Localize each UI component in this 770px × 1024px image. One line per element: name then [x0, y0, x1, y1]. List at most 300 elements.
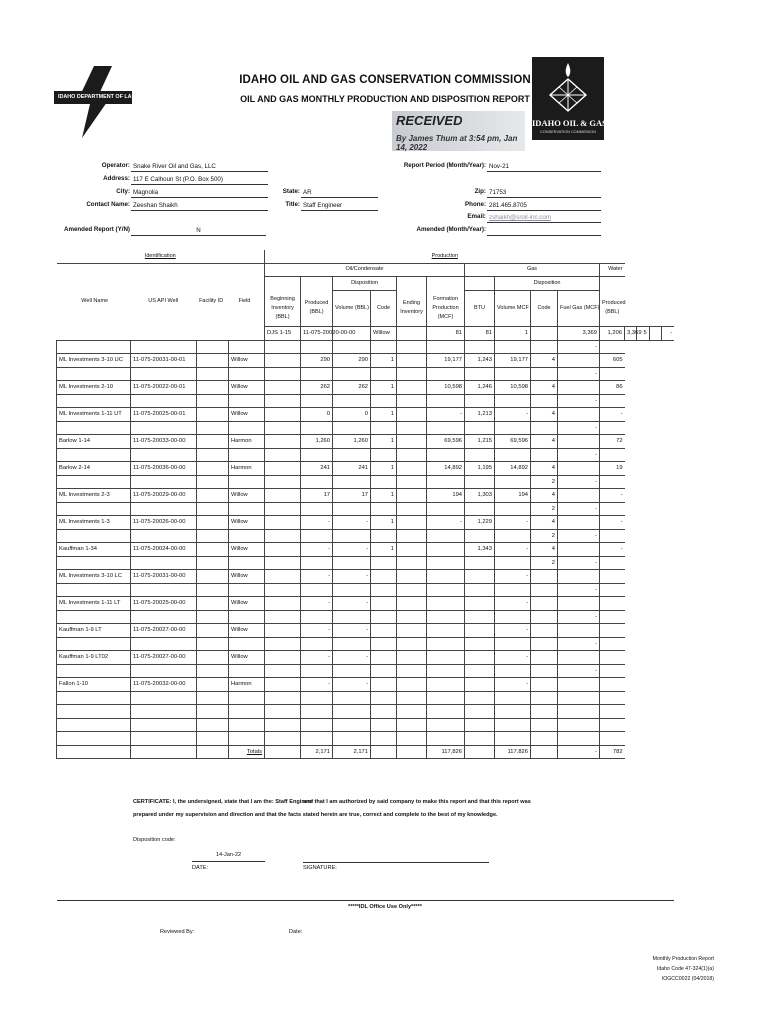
subcell-btu[interactable]	[465, 421, 495, 435]
subcell-btu[interactable]	[465, 637, 495, 651]
blank-cell[interactable]	[427, 718, 465, 732]
cell-beg[interactable]	[265, 543, 301, 557]
subcell-gas-code[interactable]: 2	[531, 556, 558, 570]
subcell-end[interactable]	[397, 448, 427, 462]
subcell-oil-vol[interactable]	[333, 502, 371, 516]
cell-beg[interactable]	[265, 489, 301, 503]
subcell-oil-vol[interactable]	[333, 664, 371, 678]
subcell-gas-vol[interactable]	[495, 664, 531, 678]
subcell-fuel[interactable]: -	[558, 502, 600, 516]
cell-oil-code[interactable]	[371, 624, 397, 638]
cell-api[interactable]: 11-075-20020-00-00	[301, 327, 333, 341]
subcell-gas-vol[interactable]	[495, 340, 531, 354]
subcell-name[interactable]	[57, 367, 131, 381]
subcell-end[interactable]	[397, 583, 427, 597]
cell-btu[interactable]: 1,195	[465, 462, 495, 476]
cell-btu[interactable]: 1,229	[465, 516, 495, 530]
subcell-fuel[interactable]: -	[558, 637, 600, 651]
cell-formation[interactable]	[427, 570, 465, 584]
cell-gas-code[interactable]: 4	[531, 462, 558, 476]
subcell-api[interactable]	[131, 610, 197, 624]
subcell-gas-code[interactable]	[531, 691, 558, 705]
cell-oil-prod[interactable]: -	[301, 543, 333, 557]
cell-gas-vol[interactable]: -	[495, 543, 531, 557]
subcell-name[interactable]	[57, 691, 131, 705]
subcell-fuel[interactable]: -	[558, 394, 600, 408]
subcell-beg[interactable]	[265, 502, 301, 516]
cell-fuel[interactable]	[558, 570, 600, 584]
subcell-name[interactable]	[57, 421, 131, 435]
subcell-beg[interactable]	[265, 691, 301, 705]
subcell-water[interactable]	[600, 475, 625, 489]
subcell-gas-vol[interactable]	[495, 691, 531, 705]
subcell-api[interactable]	[131, 340, 197, 354]
blank-cell[interactable]	[57, 732, 131, 746]
subcell-name[interactable]	[57, 529, 131, 543]
cell-beg[interactable]	[265, 408, 301, 422]
cell-end[interactable]	[397, 354, 427, 368]
cell-oil-code[interactable]: 1	[371, 354, 397, 368]
subcell-formation[interactable]	[427, 664, 465, 678]
cell-gas-vol[interactable]: -	[495, 624, 531, 638]
subcell-btu[interactable]	[465, 448, 495, 462]
subcell-beg[interactable]	[265, 394, 301, 408]
cell-oil-code[interactable]: 1	[371, 408, 397, 422]
contact-field[interactable]: Zeeshan Shaikh	[131, 201, 268, 211]
cell-oil-vol[interactable]: 17	[333, 489, 371, 503]
blank-cell[interactable]	[131, 705, 197, 719]
cell-name[interactable]: Kauffman 1-9 LT02	[57, 651, 131, 665]
blank-cell[interactable]	[229, 732, 265, 746]
cell-fuel[interactable]	[558, 381, 600, 395]
subcell-gas-vol[interactable]	[495, 583, 531, 597]
cell-fac[interactable]	[197, 651, 229, 665]
subcell-fac[interactable]	[197, 610, 229, 624]
cell-api[interactable]: 11-075-20022-00-01	[131, 381, 197, 395]
subcell-api[interactable]	[131, 529, 197, 543]
subcell-gas-vol[interactable]	[495, 448, 531, 462]
blank-cell[interactable]	[427, 705, 465, 719]
subcell-formation[interactable]	[427, 610, 465, 624]
cell-gas-code[interactable]: 5	[637, 327, 649, 341]
subcell-oil-prod[interactable]	[301, 394, 333, 408]
cell-water[interactable]: -	[600, 408, 625, 422]
blank-cell[interactable]	[265, 705, 301, 719]
blank-cell[interactable]	[197, 732, 229, 746]
subcell-fuel[interactable]: -	[558, 340, 600, 354]
cell-beg[interactable]	[265, 651, 301, 665]
cell-water[interactable]: 86	[600, 381, 625, 395]
subcell-oil-code[interactable]	[371, 529, 397, 543]
cell-formation[interactable]: 69,596	[427, 435, 465, 449]
subcell-gas-vol[interactable]	[495, 367, 531, 381]
subcell-end[interactable]	[397, 664, 427, 678]
cell-api[interactable]: 11-075-20031-00-01	[131, 354, 197, 368]
subcell-gas-code[interactable]	[531, 664, 558, 678]
cell-fuel[interactable]	[558, 597, 600, 611]
cell-name[interactable]: DJS 1-15	[265, 327, 301, 341]
cell-oil-code[interactable]: 1	[495, 327, 531, 341]
cell-gas-code[interactable]	[531, 651, 558, 665]
cell-api[interactable]: 11-075-20032-00-00	[131, 678, 197, 692]
cell-api[interactable]: 11-075-20025-00-00	[131, 597, 197, 611]
cell-btu[interactable]	[465, 597, 495, 611]
subcell-beg[interactable]	[265, 367, 301, 381]
operator-field[interactable]: Snake River Oil and Gas, LLC	[131, 162, 268, 172]
cell-name[interactable]: Barlow 1-14	[57, 435, 131, 449]
cell-fuel[interactable]	[558, 462, 600, 476]
subcell-field[interactable]	[229, 448, 265, 462]
blank-cell[interactable]	[333, 718, 371, 732]
subcell-field[interactable]	[229, 610, 265, 624]
subcell-oil-prod[interactable]	[301, 502, 333, 516]
cell-oil-prod[interactable]: 0	[301, 408, 333, 422]
subcell-oil-vol[interactable]	[333, 691, 371, 705]
cell-gas-vol[interactable]: -	[495, 408, 531, 422]
cell-api[interactable]: 11-075-20024-00-00	[131, 543, 197, 557]
subcell-end[interactable]	[397, 340, 427, 354]
cell-oil-code[interactable]: 1	[371, 435, 397, 449]
cell-beg[interactable]	[265, 354, 301, 368]
cell-btu[interactable]: 1,213	[465, 408, 495, 422]
cell-water[interactable]: -	[600, 516, 625, 530]
cell-btu[interactable]: 1,243	[465, 354, 495, 368]
subcell-oil-code[interactable]	[371, 637, 397, 651]
amended-report-field[interactable]: N	[131, 226, 266, 236]
subcell-gas-code[interactable]: 2	[531, 475, 558, 489]
cell-oil-prod[interactable]: 262	[301, 381, 333, 395]
subcell-formation[interactable]	[427, 583, 465, 597]
cell-oil-code[interactable]: 1	[371, 543, 397, 557]
subcell-field[interactable]	[229, 421, 265, 435]
cell-oil-code[interactable]: 1	[371, 489, 397, 503]
blank-cell[interactable]	[229, 718, 265, 732]
subcell-water[interactable]	[600, 610, 625, 624]
subcell-formation[interactable]	[427, 529, 465, 543]
cell-fuel[interactable]	[558, 435, 600, 449]
subcell-fac[interactable]	[197, 421, 229, 435]
cell-name[interactable]: ML Investments 1-11 LT	[57, 597, 131, 611]
cell-end[interactable]	[397, 597, 427, 611]
cell-gas-code[interactable]	[531, 597, 558, 611]
cell-gas-vol[interactable]: -	[495, 570, 531, 584]
cell-fac[interactable]	[197, 489, 229, 503]
subcell-water[interactable]	[600, 691, 625, 705]
subcell-oil-code[interactable]	[371, 691, 397, 705]
subcell-fuel[interactable]: -	[558, 583, 600, 597]
subcell-gas-code[interactable]	[531, 583, 558, 597]
blank-cell[interactable]	[371, 732, 397, 746]
subcell-end[interactable]	[397, 556, 427, 570]
cell-gas-vol[interactable]: 69,596	[495, 435, 531, 449]
subcell-fac[interactable]	[197, 664, 229, 678]
cell-end[interactable]	[531, 327, 558, 341]
blank-cell[interactable]	[427, 732, 465, 746]
subcell-end[interactable]	[397, 637, 427, 651]
cell-gas-code[interactable]	[531, 624, 558, 638]
subcell-api[interactable]	[131, 556, 197, 570]
cell-name[interactable]: ML Investments 2-10	[57, 381, 131, 395]
zip-field[interactable]: 71753	[487, 188, 601, 198]
subcell-oil-prod[interactable]	[301, 556, 333, 570]
cell-gas-code[interactable]: 4	[531, 543, 558, 557]
subcell-oil-prod[interactable]	[301, 664, 333, 678]
cell-btu[interactable]: 1,206	[600, 327, 625, 341]
cell-gas-code[interactable]: 4	[531, 435, 558, 449]
cell-water[interactable]	[600, 624, 625, 638]
cell-end[interactable]	[397, 624, 427, 638]
cell-name[interactable]: ML Investments 2-3	[57, 489, 131, 503]
cell-oil-vol[interactable]: 81	[465, 327, 495, 341]
cell-name[interactable]: Barlow 2-14	[57, 462, 131, 476]
subcell-oil-prod[interactable]	[301, 475, 333, 489]
subcell-api[interactable]	[131, 664, 197, 678]
subcell-formation[interactable]	[427, 394, 465, 408]
subcell-beg[interactable]	[265, 610, 301, 624]
cell-api[interactable]: 11-075-20033-00-00	[131, 435, 197, 449]
subcell-field[interactable]	[229, 367, 265, 381]
cell-oil-prod[interactable]: 241	[301, 462, 333, 476]
cell-gas-vol[interactable]: 194	[495, 489, 531, 503]
state-field[interactable]: AR	[301, 188, 378, 198]
subcell-oil-prod[interactable]	[301, 421, 333, 435]
blank-cell[interactable]	[465, 732, 495, 746]
subcell-api[interactable]	[131, 421, 197, 435]
cell-field[interactable]: Harmon	[229, 678, 265, 692]
cell-oil-vol[interactable]: 290	[333, 354, 371, 368]
cell-oil-vol[interactable]: -	[333, 570, 371, 584]
subcell-api[interactable]	[131, 475, 197, 489]
subcell-gas-code[interactable]	[531, 367, 558, 381]
subcell-end[interactable]	[397, 394, 427, 408]
subcell-field[interactable]	[229, 529, 265, 543]
subcell-name[interactable]	[57, 475, 131, 489]
subcell-fac[interactable]	[197, 637, 229, 651]
subcell-fac[interactable]	[197, 448, 229, 462]
subcell-btu[interactable]	[465, 367, 495, 381]
subcell-fac[interactable]	[197, 583, 229, 597]
subcell-name[interactable]	[57, 340, 131, 354]
cell-field[interactable]: Willow	[229, 354, 265, 368]
cell-oil-vol[interactable]: 262	[333, 381, 371, 395]
subcell-gas-code[interactable]	[531, 637, 558, 651]
cell-oil-vol[interactable]: -	[333, 678, 371, 692]
blank-cell[interactable]	[333, 705, 371, 719]
subcell-oil-prod[interactable]	[301, 637, 333, 651]
cell-name[interactable]: ML Investments 3-10 UC	[57, 354, 131, 368]
cell-gas-vol[interactable]: 19,177	[495, 354, 531, 368]
subcell-oil-code[interactable]	[371, 367, 397, 381]
cell-formation[interactable]	[427, 543, 465, 557]
cell-field[interactable]: Willow	[229, 570, 265, 584]
cell-end[interactable]	[397, 489, 427, 503]
subcell-beg[interactable]	[265, 340, 301, 354]
cell-btu[interactable]	[465, 651, 495, 665]
blank-cell[interactable]	[495, 718, 531, 732]
subcell-formation[interactable]	[427, 475, 465, 489]
subcell-gas-vol[interactable]	[495, 421, 531, 435]
cell-oil-prod[interactable]: -	[301, 651, 333, 665]
subcell-field[interactable]	[229, 664, 265, 678]
blank-cell[interactable]	[57, 718, 131, 732]
cell-fac[interactable]	[197, 570, 229, 584]
cell-water[interactable]: -	[600, 489, 625, 503]
subcell-oil-prod[interactable]	[301, 583, 333, 597]
subcell-beg[interactable]	[265, 664, 301, 678]
subcell-water[interactable]	[600, 421, 625, 435]
cell-api[interactable]: 11-075-20025-00-01	[131, 408, 197, 422]
subcell-gas-vol[interactable]	[495, 475, 531, 489]
cell-formation[interactable]	[427, 597, 465, 611]
blank-cell[interactable]	[495, 705, 531, 719]
subcell-fac[interactable]	[197, 529, 229, 543]
subcell-fuel[interactable]: -	[558, 448, 600, 462]
subcell-water[interactable]	[600, 502, 625, 516]
cell-end[interactable]	[397, 570, 427, 584]
cell-oil-code[interactable]	[371, 597, 397, 611]
subcell-fuel[interactable]: -	[558, 664, 600, 678]
subcell-name[interactable]	[57, 583, 131, 597]
cell-fuel[interactable]	[558, 543, 600, 557]
subcell-beg[interactable]	[265, 637, 301, 651]
cell-btu[interactable]: 1,343	[465, 543, 495, 557]
cell-beg[interactable]	[265, 570, 301, 584]
cell-water[interactable]	[600, 570, 625, 584]
subcell-oil-vol[interactable]	[333, 448, 371, 462]
cell-fac[interactable]	[197, 435, 229, 449]
cell-oil-prod[interactable]: -	[301, 624, 333, 638]
cell-end[interactable]	[397, 651, 427, 665]
subcell-water[interactable]	[600, 583, 625, 597]
blank-cell[interactable]	[495, 732, 531, 746]
cell-end[interactable]	[397, 408, 427, 422]
subcell-formation[interactable]	[427, 367, 465, 381]
cell-end[interactable]	[397, 516, 427, 530]
blank-cell[interactable]	[57, 705, 131, 719]
subcell-fac[interactable]	[197, 691, 229, 705]
blank-cell[interactable]	[265, 718, 301, 732]
cell-field[interactable]: Willow	[371, 327, 397, 341]
subcell-beg[interactable]	[265, 529, 301, 543]
cell-formation[interactable]: 10,598	[427, 381, 465, 395]
subcell-fac[interactable]	[197, 340, 229, 354]
subcell-btu[interactable]	[465, 529, 495, 543]
cell-fuel[interactable]	[558, 516, 600, 530]
subcell-field[interactable]	[229, 556, 265, 570]
subcell-end[interactable]	[397, 691, 427, 705]
subcell-api[interactable]	[131, 367, 197, 381]
cell-water[interactable]: 19	[600, 462, 625, 476]
subcell-fuel[interactable]: -	[558, 610, 600, 624]
cell-gas-code[interactable]: 4	[531, 516, 558, 530]
subcell-oil-vol[interactable]	[333, 637, 371, 651]
cell-oil-vol[interactable]: -	[333, 651, 371, 665]
cell-gas-vol[interactable]: 10,598	[495, 381, 531, 395]
blank-cell[interactable]	[600, 718, 625, 732]
subcell-oil-code[interactable]	[371, 340, 397, 354]
cell-api[interactable]: 11-075-20036-00-00	[131, 462, 197, 476]
cell-oil-prod[interactable]: 17	[301, 489, 333, 503]
subcell-oil-prod[interactable]	[301, 529, 333, 543]
cell-oil-prod[interactable]: -	[301, 570, 333, 584]
cell-water[interactable]: 605	[600, 354, 625, 368]
cell-field[interactable]: Willow	[229, 543, 265, 557]
subcell-gas-vol[interactable]	[495, 610, 531, 624]
cell-end[interactable]	[397, 462, 427, 476]
subcell-oil-code[interactable]	[371, 475, 397, 489]
subcell-fac[interactable]	[197, 394, 229, 408]
cell-water[interactable]	[600, 678, 625, 692]
subcell-beg[interactable]	[265, 421, 301, 435]
cell-oil-vol[interactable]: 1,260	[333, 435, 371, 449]
cell-formation[interactable]	[427, 678, 465, 692]
subcell-gas-vol[interactable]	[495, 556, 531, 570]
subcell-oil-code[interactable]	[371, 610, 397, 624]
subcell-gas-code[interactable]	[531, 340, 558, 354]
cell-fuel[interactable]	[558, 354, 600, 368]
subcell-oil-vol[interactable]	[333, 556, 371, 570]
cell-oil-prod[interactable]: -	[301, 516, 333, 530]
subcell-oil-vol[interactable]	[333, 394, 371, 408]
blank-cell[interactable]	[333, 732, 371, 746]
subcell-water[interactable]	[600, 367, 625, 381]
subcell-oil-vol[interactable]	[333, 421, 371, 435]
address-field[interactable]: 117 E Calhoun St (P.O. Box 500)	[131, 175, 268, 185]
cell-btu[interactable]: 1,246	[465, 381, 495, 395]
cell-gas-vol[interactable]: 3,369	[625, 327, 637, 341]
subcell-api[interactable]	[131, 637, 197, 651]
cell-beg[interactable]	[265, 597, 301, 611]
subcell-fac[interactable]	[197, 556, 229, 570]
subcell-water[interactable]	[600, 529, 625, 543]
subcell-fuel[interactable]: -	[558, 367, 600, 381]
cell-formation[interactable]: 3,369	[558, 327, 600, 341]
subcell-name[interactable]	[57, 394, 131, 408]
subcell-oil-code[interactable]	[371, 448, 397, 462]
cell-gas-code[interactable]: 4	[531, 354, 558, 368]
cell-name[interactable]: ML Investments 3-10 LC	[57, 570, 131, 584]
cell-fuel[interactable]	[649, 327, 661, 341]
subcell-btu[interactable]	[465, 475, 495, 489]
cell-oil-code[interactable]	[371, 570, 397, 584]
subcell-water[interactable]	[600, 448, 625, 462]
subcell-fuel[interactable]: -	[558, 556, 600, 570]
cell-oil-code[interactable]	[371, 678, 397, 692]
cell-end[interactable]	[397, 435, 427, 449]
cell-fac[interactable]	[197, 516, 229, 530]
blank-cell[interactable]	[301, 718, 333, 732]
cell-fac[interactable]	[197, 543, 229, 557]
blank-cell[interactable]	[265, 732, 301, 746]
cell-field[interactable]: Harmon	[229, 462, 265, 476]
blank-cell[interactable]	[600, 732, 625, 746]
subcell-gas-code[interactable]	[531, 610, 558, 624]
cell-field[interactable]: Willow	[229, 408, 265, 422]
subcell-btu[interactable]	[465, 340, 495, 354]
cell-fac[interactable]	[197, 381, 229, 395]
subcell-btu[interactable]	[465, 556, 495, 570]
subcell-field[interactable]	[229, 637, 265, 651]
cell-end[interactable]	[397, 678, 427, 692]
subcell-oil-code[interactable]	[371, 421, 397, 435]
subcell-btu[interactable]	[465, 394, 495, 408]
subcell-fac[interactable]	[197, 367, 229, 381]
cell-api[interactable]: 11-075-20027-00-00	[131, 624, 197, 638]
subcell-gas-code[interactable]: 2	[531, 529, 558, 543]
cell-gas-vol[interactable]: -	[495, 516, 531, 530]
subcell-btu[interactable]	[465, 610, 495, 624]
cell-btu[interactable]	[465, 570, 495, 584]
